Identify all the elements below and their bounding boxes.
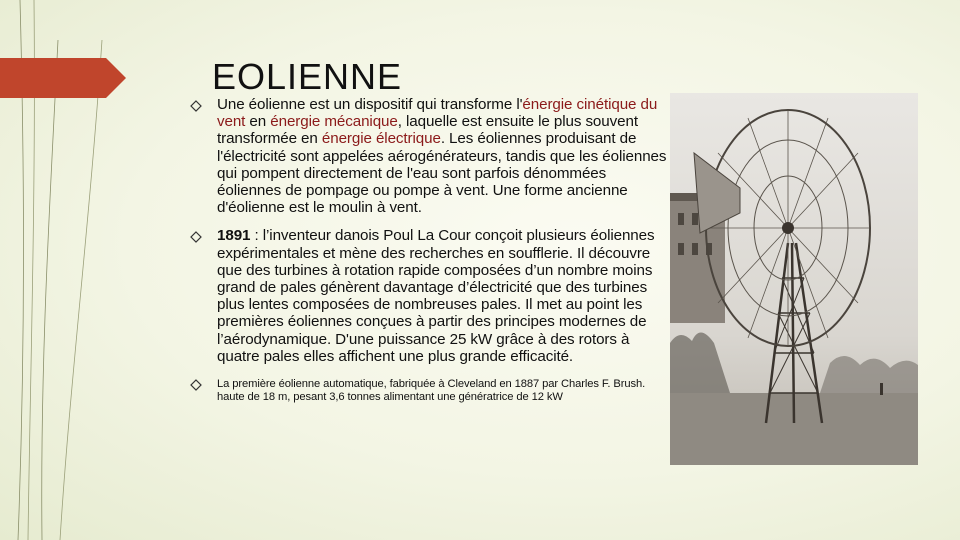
bullet1-text-c: , laquelle est ensuite le plus souvent transformée en <box>217 113 638 148</box>
bullet2-text: : l’inventeur danois Poul La Cour conçoit plusieurs éoliennes expérimentales et mène des recherches en soufflerie. Il découvre que des turbines à rotation rapide composées d’un nombre moins grand de pales génèrent davantage d’électricité que des turbines plus lentes composées de nombreuses pales. Il met au point les premières éoliennes conçues à partir des principes modernes de l’aérodynamique. D'une puissance 25 kW grâce à des rotors à quatre pales elles affichent une plus grande efficacité. <box>217 227 655 365</box>
year-1891: 1891 <box>217 227 251 245</box>
link-energie-electrique[interactable]: énergie électrique <box>321 130 441 148</box>
bullet1-text-b: en <box>245 113 271 131</box>
bullet3-text: La première éolienne automatique, fabriquée à Cleveland en 1887 par Charles F. Brush. haute de 18 m, pesant 3,6 tonnes alimentant une génératrice de 12 kW <box>217 378 646 403</box>
diamond-outline-icon <box>190 231 202 243</box>
link-energie-mecanique[interactable]: énergie mécanique <box>270 113 398 131</box>
bullet-list <box>190 96 670 403</box>
bullet-definition <box>190 96 670 216</box>
bullet1-text-d: . Les éoliennes produisant de l'électricité sont appelées aérogénérateurs, tandis que les éoliennes qui pompent directement de l'eau sont parfois dénommées éoliennes de pompage ou pompe à vent. Une forme ancienne d'éolienne est le moulin à vent. <box>217 130 667 217</box>
bullet1-text-a: Une éolienne est un dispositif qui transforme l' <box>217 96 523 113</box>
diamond-outline-icon <box>190 379 202 391</box>
link-energie-cinetique[interactable]: énergie cinétique du vent <box>217 96 658 131</box>
diamond-outline-icon <box>190 100 202 112</box>
bullet-history-1891 <box>190 227 670 365</box>
windmill-photo <box>670 93 918 465</box>
slide-title: EOLIENNE <box>212 56 403 97</box>
title-accent-bar <box>0 58 126 98</box>
bullet-photo-caption <box>190 378 670 403</box>
